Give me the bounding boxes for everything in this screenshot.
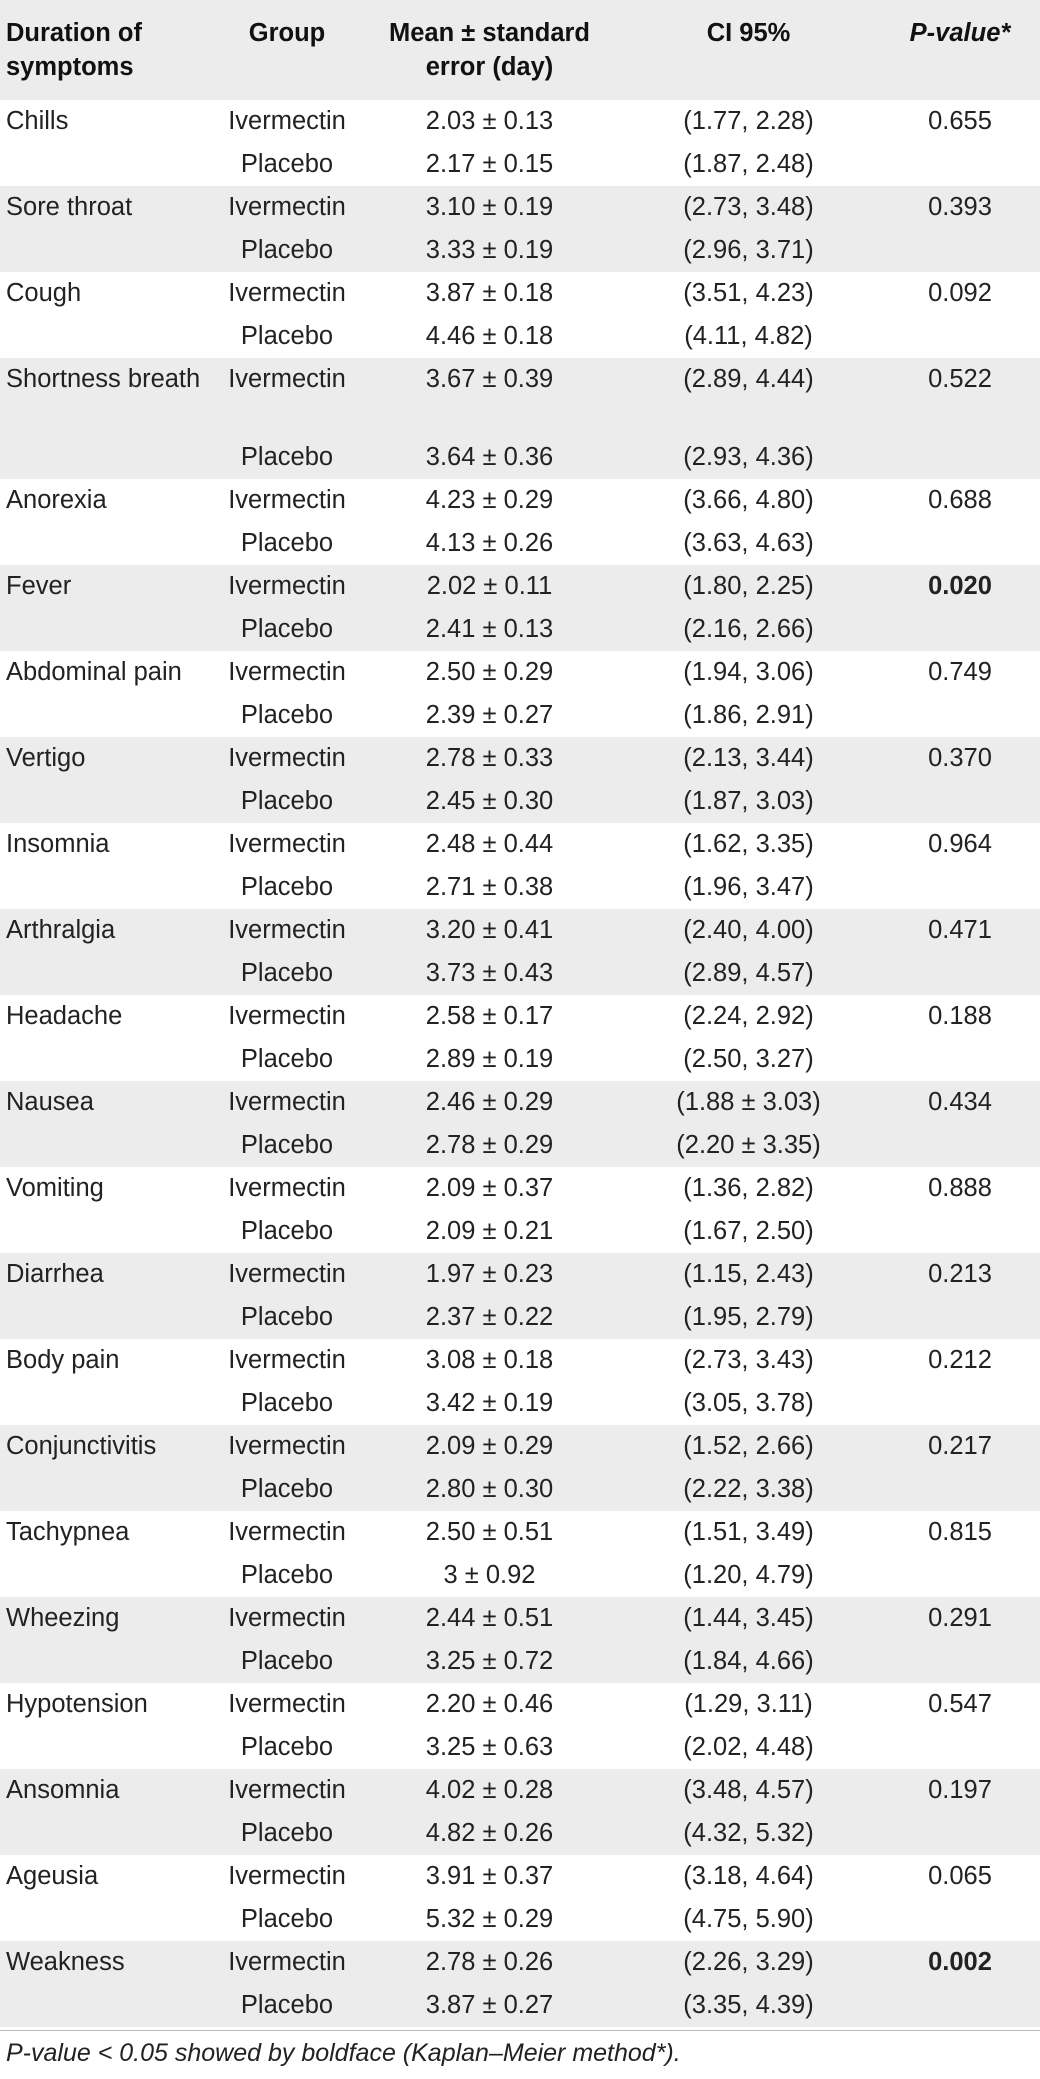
mean-cell: 3.33 ± 0.19 (425, 236, 554, 264)
table-row (0, 1511, 1040, 1554)
symptom-cell: Hypotension (6, 1690, 148, 1718)
table-row (0, 1339, 1040, 1382)
table-row (0, 995, 1040, 1038)
group-cell: Placebo (240, 1733, 334, 1761)
table-row (0, 1855, 1040, 1898)
group-cell: Placebo (240, 615, 334, 643)
pvalue-cell-empty (880, 1382, 1040, 1425)
symptom-cell-empty (0, 1296, 212, 1339)
symptom-cell: Abdominal pain (6, 658, 182, 686)
pvalue-cell-empty (880, 866, 1040, 909)
ci-cell: (2.89, 4.44) (683, 365, 814, 393)
table-row (0, 1124, 1040, 1167)
pvalue-cell-empty (880, 143, 1040, 186)
pvalue-cell: 0.655 (928, 107, 992, 135)
symptom-cell: Vomiting (6, 1174, 104, 1202)
symptom-cell: Arthralgia (6, 916, 116, 944)
pvalue-cell-empty (880, 229, 1040, 272)
mean-cell: 2.48 ± 0.44 (425, 830, 554, 858)
pvalue-cell-empty (880, 1468, 1040, 1511)
mean-cell: 3.67 ± 0.39 (425, 365, 554, 393)
pvalue-cell: 0.020 (928, 572, 992, 600)
ci-cell: (2.73, 3.43) (683, 1346, 814, 1374)
group-cell: Placebo (240, 443, 334, 471)
symptom-cell-empty (0, 866, 212, 909)
mean-cell: 4.46 ± 0.18 (425, 322, 554, 350)
pvalue-cell-empty (880, 1984, 1040, 2027)
symptom-cell-empty (0, 608, 212, 651)
symptom-cell: Ansomnia (6, 1776, 120, 1804)
symptom-cell-empty (0, 1984, 212, 2027)
pvalue-cell-empty (880, 1554, 1040, 1597)
pvalue-cell: 0.002 (928, 1948, 992, 1976)
table-row (0, 1296, 1040, 1339)
ci-cell: (2.16, 2.66) (683, 615, 814, 643)
ci-cell: (3.05, 3.78) (683, 1389, 814, 1417)
ci-cell: (1.51, 3.49) (683, 1518, 814, 1546)
ci-cell: (2.24, 2.92) (683, 1002, 814, 1030)
ci-cell: (2.26, 3.29) (683, 1948, 814, 1976)
table-row (0, 1726, 1040, 1769)
mean-cell: 5.32 ± 0.29 (425, 1905, 554, 1933)
mean-cell: 2.09 ± 0.29 (425, 1432, 554, 1460)
pvalue-cell: 0.291 (928, 1604, 992, 1632)
symptom-cell-empty (0, 1468, 212, 1511)
table-row (0, 1210, 1040, 1253)
group-cell: Ivermectin (228, 572, 346, 600)
table-row (0, 479, 1040, 522)
group-cell: Ivermectin (228, 1948, 346, 1976)
mean-cell: 2.46 ± 0.29 (425, 1088, 554, 1116)
mean-cell: 2.78 ± 0.33 (425, 744, 554, 772)
mean-cell: 2.09 ± 0.21 (425, 1217, 554, 1245)
symptom-cell: Anorexia (6, 486, 107, 514)
ci-cell: (1.96, 3.47) (683, 873, 814, 901)
group-cell: Placebo (240, 1389, 334, 1417)
group-cell: Placebo (240, 1819, 334, 1847)
table-row (0, 1898, 1040, 1941)
pvalue-cell-empty (880, 1812, 1040, 1855)
table-row (0, 315, 1040, 358)
mean-cell: 3.42 ± 0.19 (425, 1389, 554, 1417)
pvalue-cell-empty (880, 436, 1040, 479)
symptom-cell: Vertigo (6, 744, 86, 772)
mean-cell: 2.03 ± 0.13 (425, 107, 554, 135)
group-cell: Ivermectin (228, 486, 346, 514)
symptom-cell-empty (0, 1382, 212, 1425)
table-row (0, 1812, 1040, 1855)
group-cell: Ivermectin (228, 1604, 346, 1632)
pvalue-cell: 0.197 (928, 1776, 992, 1804)
table-row (0, 952, 1040, 995)
symptom-cell: Cough (6, 279, 82, 307)
symptom-cell-empty (0, 1554, 212, 1597)
group-cell: Ivermectin (228, 1346, 346, 1374)
table-row (0, 1554, 1040, 1597)
ci-cell: (2.93, 4.36) (683, 443, 814, 471)
group-cell: Placebo (240, 1303, 334, 1331)
symptom-cell: Fever (6, 572, 72, 600)
mean-cell: 2.50 ± 0.51 (425, 1518, 554, 1546)
group-cell: Ivermectin (228, 658, 346, 686)
table-row (0, 436, 1040, 479)
ci-cell: (3.35, 4.39) (683, 1991, 814, 2019)
mean-cell: 2.80 ± 0.30 (425, 1475, 554, 1503)
group-cell: Ivermectin (228, 107, 346, 135)
group-cell: Ivermectin (228, 1432, 346, 1460)
group-cell: Placebo (240, 1131, 334, 1159)
symptom-cell-empty (0, 1812, 212, 1855)
ci-cell: (1.52, 2.66) (683, 1432, 814, 1460)
table-body (0, 100, 1040, 2027)
symptom-cell: Wheezing (6, 1604, 120, 1632)
mean-cell: 3.10 ± 0.19 (425, 193, 554, 221)
symptom-cell: Tachypnea (6, 1518, 130, 1546)
pvalue-cell: 0.471 (928, 916, 992, 944)
pvalue-cell-empty (880, 522, 1040, 565)
mean-cell: 2.58 ± 0.17 (425, 1002, 554, 1030)
symptom-cell: Nausea (6, 1088, 94, 1116)
table-row (0, 143, 1040, 186)
table-row (0, 229, 1040, 272)
table-header (0, 0, 1040, 100)
pvalue-cell-empty (880, 608, 1040, 651)
mean-cell: 2.09 ± 0.37 (425, 1174, 554, 1202)
group-cell: Ivermectin (228, 744, 346, 772)
table-row (0, 1640, 1040, 1683)
table-row (0, 1984, 1040, 2027)
ci-cell: (2.40, 4.00) (683, 916, 814, 944)
pvalue-cell: 0.688 (928, 486, 992, 514)
pvalue-cell: 0.092 (928, 279, 992, 307)
table-row (0, 1253, 1040, 1296)
group-cell: Placebo (240, 701, 334, 729)
header-row (0, 0, 1040, 100)
ci-cell: (3.66, 4.80) (683, 486, 814, 514)
pvalue-cell: 0.888 (928, 1174, 992, 1202)
ci-cell: (1.95, 2.79) (683, 1303, 814, 1331)
header-mean: Mean ± standard error (day) (388, 19, 591, 81)
mean-cell: 3.64 ± 0.36 (425, 443, 554, 471)
pvalue-cell-empty (880, 694, 1040, 737)
mean-cell: 2.17 ± 0.15 (425, 150, 554, 178)
ci-cell: (1.88 ± 3.03) (676, 1088, 821, 1116)
ci-cell: (1.80, 2.25) (683, 572, 814, 600)
pvalue-cell: 0.370 (928, 744, 992, 772)
symptom-cell: Weakness (6, 1948, 125, 1976)
symptom-cell-empty (0, 694, 212, 737)
ci-cell: (1.20, 4.79) (683, 1561, 814, 1589)
mean-cell: 2.41 ± 0.13 (425, 615, 554, 643)
ci-cell: (1.15, 2.43) (683, 1260, 814, 1288)
symptom-cell: Sore throat (6, 193, 133, 221)
mean-cell: 2.78 ± 0.29 (425, 1131, 554, 1159)
mean-cell: 3.87 ± 0.18 (425, 279, 554, 307)
symptom-cell: Insomnia (6, 830, 110, 858)
symptom-cell-empty (0, 1726, 212, 1769)
mean-cell: 3.20 ± 0.41 (425, 916, 554, 944)
mean-cell: 4.23 ± 0.29 (425, 486, 554, 514)
group-cell: Ivermectin (228, 916, 346, 944)
group-cell: Placebo (240, 1475, 334, 1503)
table-row (0, 1597, 1040, 1640)
ci-cell: (2.02, 4.48) (683, 1733, 814, 1761)
header-group: Group (248, 19, 326, 47)
mean-cell: 2.89 ± 0.19 (425, 1045, 554, 1073)
mean-cell: 2.45 ± 0.30 (425, 787, 554, 815)
mean-cell: 2.37 ± 0.22 (425, 1303, 554, 1331)
ci-cell: (1.36, 2.82) (683, 1174, 814, 1202)
table-row (0, 1425, 1040, 1468)
group-cell: Ivermectin (228, 1088, 346, 1116)
pvalue-cell-empty (880, 1640, 1040, 1683)
table-row (0, 909, 1040, 952)
ci-cell: (2.89, 4.57) (683, 959, 814, 987)
mean-cell: 3.87 ± 0.27 (425, 1991, 554, 2019)
table-row (0, 1468, 1040, 1511)
pvalue-cell: 0.815 (928, 1518, 992, 1546)
group-cell: Ivermectin (228, 1862, 346, 1890)
mean-cell: 2.78 ± 0.26 (425, 1948, 554, 1976)
ci-cell: (1.86, 2.91) (683, 701, 814, 729)
ci-cell: (1.67, 2.50) (683, 1217, 814, 1245)
group-cell: Ivermectin (228, 1002, 346, 1030)
symptom-cell-empty (0, 780, 212, 823)
ci-cell: (3.18, 4.64) (683, 1862, 814, 1890)
symptom-cell: Ageusia (6, 1862, 99, 1890)
ci-cell: (1.94, 3.06) (683, 658, 814, 686)
group-cell: Placebo (240, 1905, 334, 1933)
pvalue-cell: 0.188 (928, 1002, 992, 1030)
pvalue-cell-empty (880, 1038, 1040, 1081)
symptom-cell: Headache (6, 1002, 123, 1030)
pvalue-cell: 0.547 (928, 1690, 992, 1718)
ci-cell: (1.44, 3.45) (683, 1604, 814, 1632)
symptom-cell: Conjunctivitis (6, 1432, 157, 1460)
group-cell: Placebo (240, 1561, 334, 1589)
symptom-cell: Body pain (6, 1346, 120, 1374)
mean-cell: 4.82 ± 0.26 (425, 1819, 554, 1847)
symptom-cell: Chills (6, 107, 69, 135)
mean-cell: 2.44 ± 0.51 (425, 1604, 554, 1632)
pvalue-cell-empty (880, 1210, 1040, 1253)
group-cell: Ivermectin (228, 1260, 346, 1288)
symptom-cell-empty (0, 1640, 212, 1683)
pvalue-cell: 0.212 (928, 1346, 992, 1374)
group-cell: Ivermectin (228, 193, 346, 221)
group-cell: Placebo (240, 1991, 334, 2019)
table-row (0, 272, 1040, 315)
symptom-cell-empty (0, 522, 212, 565)
ci-cell: (4.32, 5.32) (683, 1819, 814, 1847)
table-row (0, 358, 1040, 436)
mean-cell: 3.73 ± 0.43 (425, 959, 554, 987)
symptom-cell: Diarrhea (6, 1260, 104, 1288)
table-row (0, 1081, 1040, 1124)
mean-cell: 4.02 ± 0.28 (425, 1776, 554, 1804)
group-cell: Placebo (240, 1217, 334, 1245)
pvalue-cell-empty (880, 315, 1040, 358)
symptom-cell-empty (0, 952, 212, 995)
group-cell: Ivermectin (228, 279, 346, 307)
mean-cell: 3.25 ± 0.63 (425, 1733, 554, 1761)
group-cell: Placebo (240, 1045, 334, 1073)
pvalue-cell: 0.749 (928, 658, 992, 686)
group-cell: Placebo (240, 322, 334, 350)
symptom-cell-empty (0, 315, 212, 358)
header-duration: Duration of symptoms (6, 19, 142, 81)
mean-cell: 2.02 ± 0.11 (426, 572, 553, 600)
mean-cell: 3 ± 0.92 (443, 1561, 536, 1589)
mean-cell: 2.50 ± 0.29 (425, 658, 554, 686)
pvalue-cell-empty (880, 952, 1040, 995)
table-row (0, 866, 1040, 909)
table-row (0, 1382, 1040, 1425)
table-row (0, 737, 1040, 780)
pvalue-cell: 0.964 (928, 830, 992, 858)
pvalue-cell: 0.217 (928, 1432, 992, 1460)
table-row (0, 100, 1040, 143)
pvalue-cell-empty (880, 1898, 1040, 1941)
ci-cell: (4.75, 5.90) (683, 1905, 814, 1933)
group-cell: Ivermectin (228, 1174, 346, 1202)
group-cell: Ivermectin (228, 1690, 346, 1718)
ci-cell: (1.62, 3.35) (683, 830, 814, 858)
ci-cell: (1.29, 3.11) (684, 1690, 813, 1718)
pvalue-cell: 0.213 (928, 1260, 992, 1288)
table-row (0, 565, 1040, 608)
ci-cell: (1.77, 2.28) (683, 107, 814, 135)
ci-cell: (2.50, 3.27) (683, 1045, 814, 1073)
group-cell: Placebo (240, 529, 334, 557)
ci-cell: (1.87, 3.03) (683, 787, 814, 815)
ci-cell: (4.11, 4.82) (684, 322, 813, 350)
table-row (0, 780, 1040, 823)
ci-cell: (3.48, 4.57) (683, 1776, 814, 1804)
header-pvalue: P-value* (909, 19, 1011, 47)
mean-cell: 2.39 ± 0.27 (425, 701, 554, 729)
symptom-cell-empty (0, 436, 212, 479)
ci-cell: (3.51, 4.23) (683, 279, 814, 307)
table-row (0, 1683, 1040, 1726)
group-cell: Placebo (240, 959, 334, 987)
group-cell: Placebo (240, 236, 334, 264)
pvalue-cell: 0.393 (928, 193, 992, 221)
table-row (0, 1038, 1040, 1081)
mean-cell: 3.25 ± 0.72 (425, 1647, 554, 1675)
symptom-cell-empty (0, 1210, 212, 1253)
symptom-cell-empty (0, 229, 212, 272)
table-row (0, 694, 1040, 737)
pvalue-cell-empty (880, 780, 1040, 823)
group-cell: Ivermectin (228, 365, 346, 393)
pvalue-cell: 0.434 (928, 1088, 992, 1116)
pvalue-cell-empty (880, 1296, 1040, 1339)
symptom-cell-empty (0, 143, 212, 186)
table-row (0, 1167, 1040, 1210)
table-row (0, 1769, 1040, 1812)
mean-cell: 1.97 ± 0.23 (425, 1260, 554, 1288)
ci-cell: (3.63, 4.63) (683, 529, 814, 557)
ci-cell: (2.20 ± 3.35) (676, 1131, 821, 1159)
header-ci: CI 95% (706, 19, 791, 47)
group-cell: Placebo (240, 787, 334, 815)
mean-cell: 4.13 ± 0.26 (425, 529, 554, 557)
ci-cell: (2.96, 3.71) (683, 236, 814, 264)
table-row (0, 1941, 1040, 1984)
table-row (0, 186, 1040, 229)
footnote: P-value < 0.05 showed by boldface (Kaplan–Meier method*). (0, 2030, 1040, 2069)
ci-cell: (2.73, 3.48) (683, 193, 814, 221)
group-cell: Placebo (240, 1647, 334, 1675)
group-cell: Placebo (240, 150, 334, 178)
table-row (0, 651, 1040, 694)
pvalue-cell-empty (880, 1124, 1040, 1167)
pvalue-cell: 0.522 (928, 365, 992, 393)
group-cell: Ivermectin (228, 1518, 346, 1546)
mean-cell: 2.71 ± 0.38 (425, 873, 554, 901)
symptom-cell-empty (0, 1898, 212, 1941)
ci-cell: (2.13, 3.44) (683, 744, 814, 772)
mean-cell: 3.08 ± 0.18 (425, 1346, 554, 1374)
symptom-cell-empty (0, 1124, 212, 1167)
ci-cell: (1.84, 4.66) (683, 1647, 814, 1675)
pvalue-cell-empty (880, 1726, 1040, 1769)
group-cell: Ivermectin (228, 1776, 346, 1804)
mean-cell: 2.20 ± 0.46 (425, 1690, 554, 1718)
symptom-cell: Shortness breath (6, 365, 201, 393)
ci-cell: (2.22, 3.38) (683, 1475, 814, 1503)
pvalue-cell: 0.065 (928, 1862, 992, 1890)
table-row (0, 608, 1040, 651)
table-row (0, 522, 1040, 565)
mean-cell: 3.91 ± 0.37 (425, 1862, 554, 1890)
ci-cell: (1.87, 2.48) (683, 150, 814, 178)
symptom-cell-empty (0, 1038, 212, 1081)
table-row (0, 823, 1040, 866)
group-cell: Placebo (240, 873, 334, 901)
group-cell: Ivermectin (228, 830, 346, 858)
